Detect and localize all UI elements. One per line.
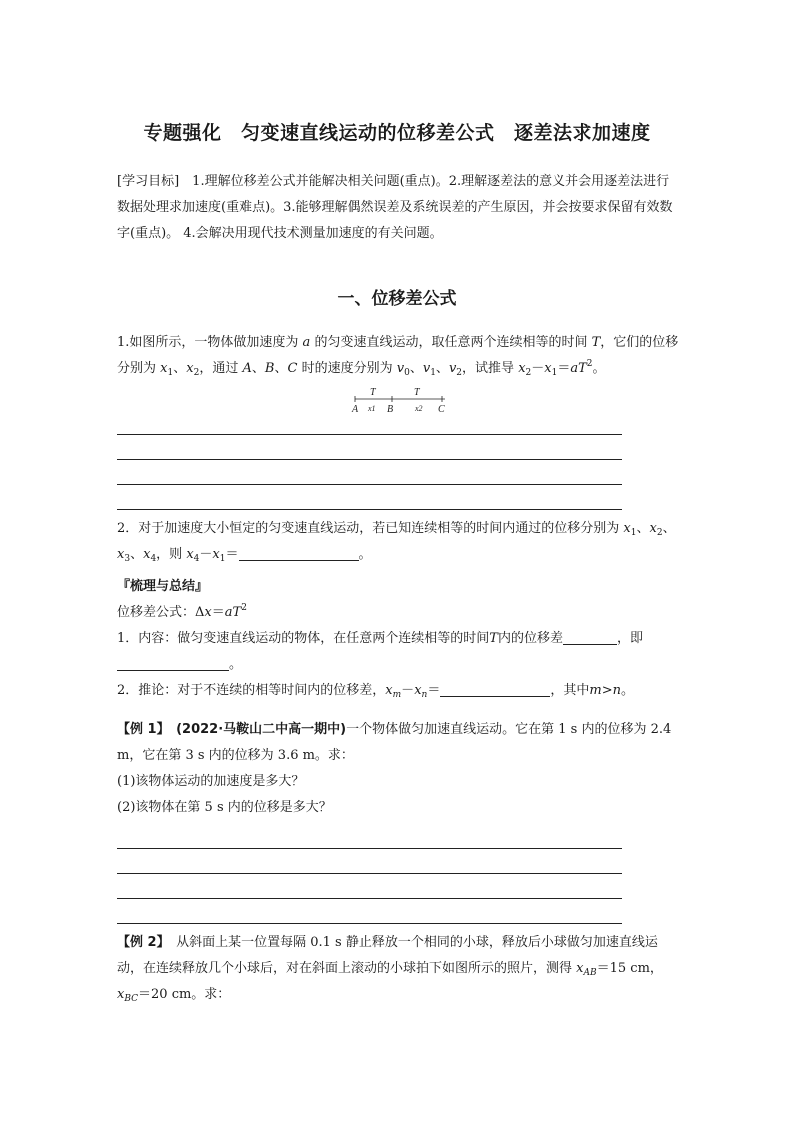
answer-line[interactable] bbox=[117, 923, 622, 924]
summary-item-2: 2．推论：对于不连续的相等时间内的位移差，$x_m-x_n=$ ，其中m>n。 bbox=[117, 683, 634, 700]
objectives-text: 1.理解位移差公式并能解决相关问题(重点)。2.理解逐差法的意义并会用逐差法进行数据处理求加速度(重难点)。3.能够理解偶然误差及系统误差的产生原因，并会按要求保留有效数字(重点)。 4.会解决用现代技术测量加速度的有关问题。 bbox=[117, 174, 673, 241]
fill-blank[interactable] bbox=[563, 629, 617, 645]
label-c: C bbox=[438, 404, 445, 415]
formula-line: 位移差公式：$\Delta x=aT^2$ bbox=[117, 603, 247, 620]
q1-text: 1.如图所示，一物体做加速度为 bbox=[117, 335, 299, 350]
label-b: B bbox=[387, 404, 394, 415]
summary-item-1b bbox=[117, 652, 679, 678]
summary-item-1: 1．内容：做匀变速直线运动的物体，在任意两个连续相等的时间T内的位移差 ，即 bbox=[117, 631, 643, 646]
summary-block bbox=[117, 574, 679, 704]
q1-text: 时的速度分别为 bbox=[301, 361, 393, 376]
q2-text: 。 bbox=[358, 547, 372, 562]
example-question: (2)该物体在第 5 s 内的位移是多大？ bbox=[117, 800, 332, 815]
motion-diagram bbox=[350, 385, 450, 417]
example-text: ＝20 cm。求： bbox=[138, 987, 231, 1002]
label-x2: x2 bbox=[415, 404, 423, 413]
q2-text: 2．对于加速度大小恒定的匀变速直线运动，若已知连续相等的时间内通过的位移分别为 bbox=[117, 521, 620, 536]
example-question: (1)该物体运动的加速度是多大？ bbox=[117, 774, 305, 789]
answer-line[interactable] bbox=[117, 873, 622, 874]
answer-line[interactable] bbox=[117, 509, 622, 510]
fill-blank[interactable] bbox=[117, 655, 229, 671]
example-label: 【例 2】 bbox=[117, 935, 164, 950]
answer-line[interactable] bbox=[117, 848, 622, 849]
summary-text: ，其中 bbox=[550, 683, 590, 698]
answer-line[interactable] bbox=[117, 484, 622, 485]
example-source: (2022·马鞍山二中高一期中) bbox=[176, 722, 347, 737]
example-2: 【例 2】 从斜面上某一位置每隔 0.1 s 静止释放一个相同的小球，释放后小球做匀加速直线运动，在连续释放几个小球后，对在斜面上滚动的小球拍下如图所示的照片，测得 $x_{AB}=15$ cm， $x_{BC}=20$ cm。求： bbox=[117, 935, 663, 1004]
q2-text: ，则 bbox=[156, 547, 183, 562]
question-1: 1.如图所示，一物体做加速度为 a 的匀变速直线运动，取任意两个连续相等的时间 T，它们的位移分别为 $x_1$、$x_2$，通过 A、B、C 时的速度分别为 $v_0$、$v_1$、$v_2$，试推导 $x_2-x_1=aT^2$。 bbox=[117, 335, 679, 378]
summary-text: 2．推论：对于不连续的相等时间内的位移差， bbox=[117, 683, 386, 698]
q1-text: ，通过 bbox=[199, 361, 239, 376]
label-x1: x1 bbox=[368, 404, 376, 413]
question-2: 2．对于加速度大小恒定的匀变速直线运动，若已知连续相等的时间内通过的位移分别为 $x_1$、$x_2$、$x_3$、$x_4$，则 $x_4-x_1=$ 。 bbox=[117, 521, 676, 564]
q1-text: ，它们的位移分别为 bbox=[117, 335, 679, 376]
summary-header: 『梳理与总结』 bbox=[117, 579, 209, 594]
summary-text: 1．内容：做匀变速直线运动的物体，在任意两个连续相等的时间 bbox=[117, 631, 490, 646]
section-heading: 一、位移差公式 bbox=[337, 289, 457, 309]
page-title: 专题强化 匀变速直线运动的位移差公式 逐差法求加速度 bbox=[143, 122, 651, 144]
summary-text: 。 bbox=[229, 657, 243, 672]
example-text: 一个物体做匀加速直线运动。它在第 1 s 内的位移为 2.4 m，它在第 3 s 内的位移为 3.6 m。求： bbox=[117, 722, 672, 763]
summary-text: ，即 bbox=[616, 631, 643, 646]
example-label: 【例 1】 bbox=[117, 722, 164, 737]
answer-line[interactable] bbox=[117, 459, 622, 460]
q1-text: 的匀变速直线运动，取任意两个连续相等的时间 bbox=[314, 335, 588, 350]
label-t1: T bbox=[370, 387, 376, 398]
answer-line[interactable] bbox=[117, 434, 622, 435]
label-t2: T bbox=[414, 387, 420, 398]
q1-text: ，试推导 bbox=[462, 361, 515, 376]
formula-label: 位移差公式： bbox=[117, 605, 196, 620]
objectives-label: [学习目标] bbox=[117, 174, 180, 189]
label-a: A bbox=[352, 404, 359, 415]
example-1 bbox=[117, 717, 679, 821]
fill-blank[interactable] bbox=[440, 681, 550, 697]
example-text: 从斜面上某一位置每隔 0.1 s 静止释放一个相同的小球，释放后小球做匀加速直线运动，在连续释放几个小球后，对在斜面上滚动的小球拍下如图所示的照片，测得 bbox=[117, 935, 658, 976]
summary-text: 内的位移差 bbox=[497, 631, 563, 646]
learning-objectives bbox=[117, 169, 679, 247]
fill-blank[interactable] bbox=[239, 545, 359, 561]
answer-line[interactable] bbox=[117, 898, 622, 899]
example-text: ＝15 cm， bbox=[596, 961, 663, 976]
